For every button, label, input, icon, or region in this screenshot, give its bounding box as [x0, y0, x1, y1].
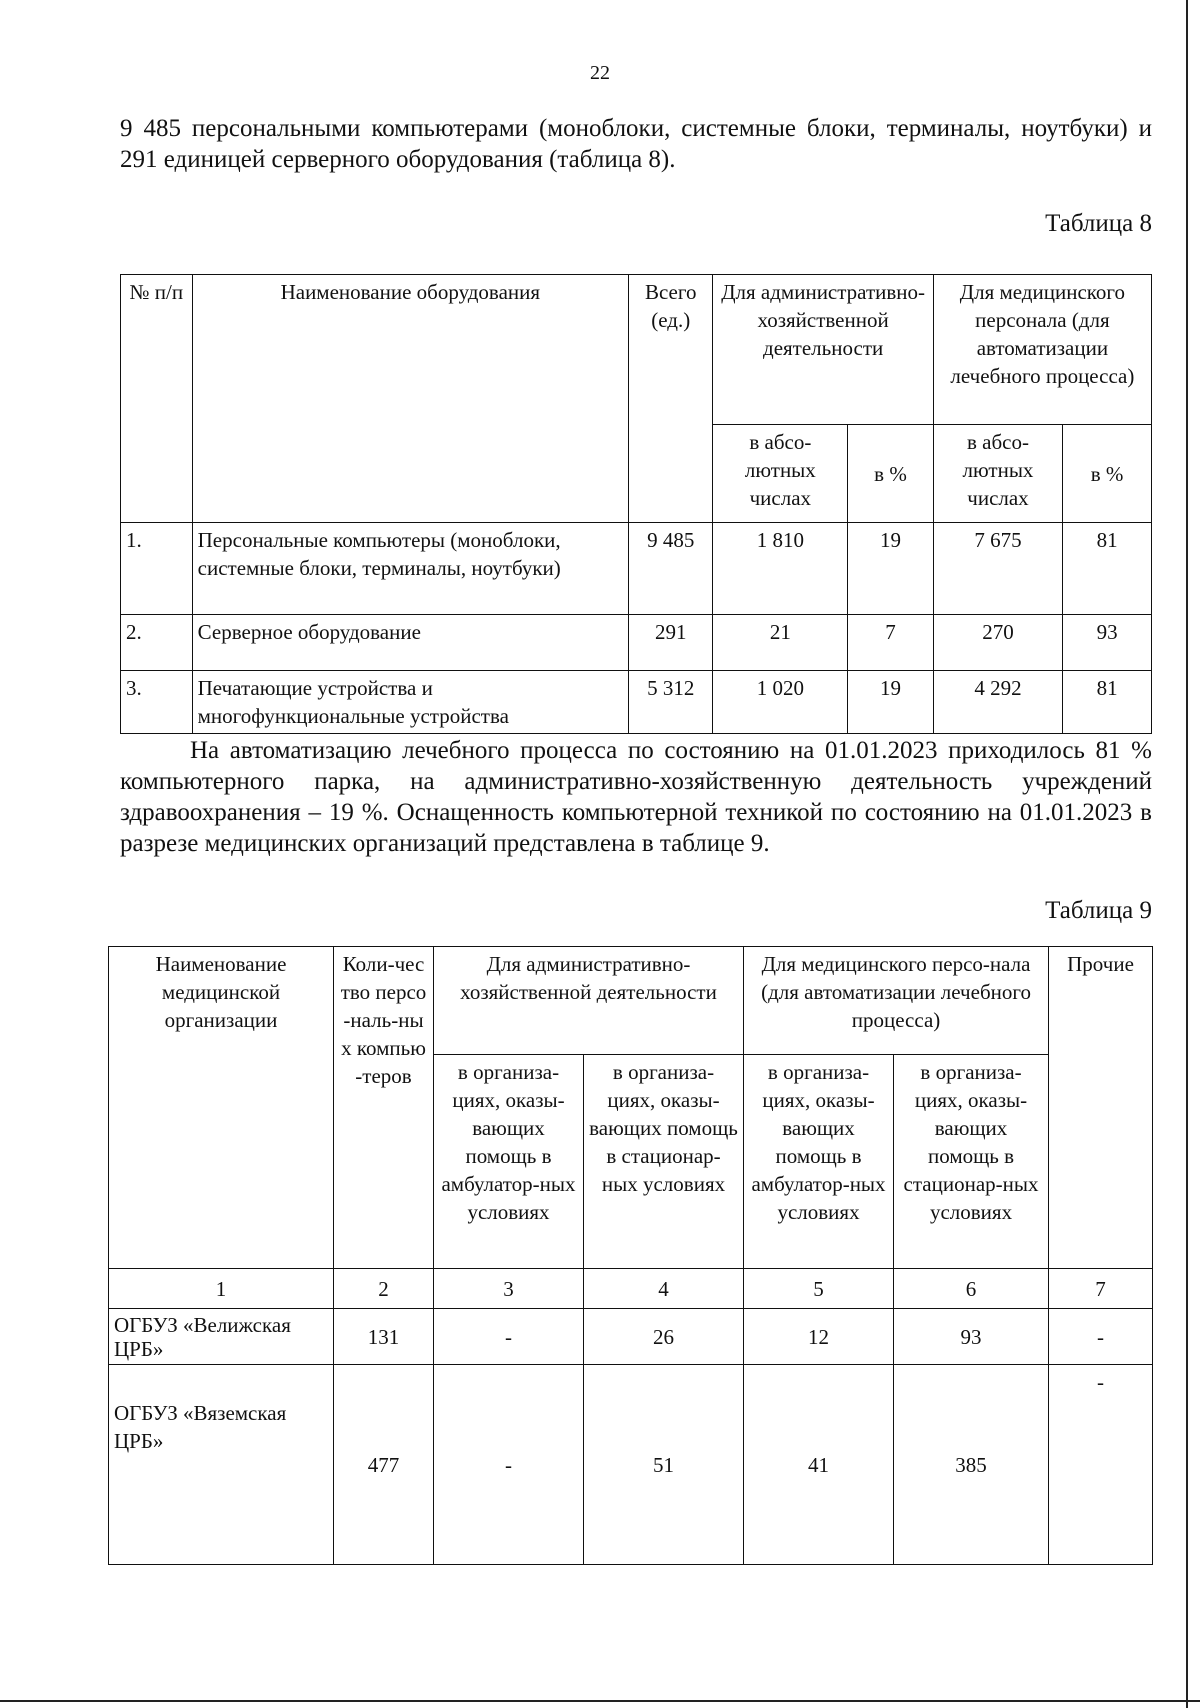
row-num: 3.	[121, 671, 193, 734]
row-count: 131	[334, 1309, 434, 1365]
row-org: ОГБУЗ «Вяземская ЦРБ»	[109, 1365, 334, 1565]
row-med-abs: 7 675	[933, 523, 1062, 615]
row-med-abs: 4 292	[933, 671, 1062, 734]
col-number: 5	[744, 1269, 894, 1309]
intro-paragraph: 9 485 персональными компьютерами (моноблоки, системные блоки, терминалы, ноутбуки) и 291 единицей серверного оборудования (таблица 8).	[120, 115, 1152, 173]
col-number: 7	[1049, 1269, 1153, 1309]
row-admin-abs: 1 810	[713, 523, 848, 615]
row-med-inpatient: 93	[894, 1309, 1049, 1365]
col-number: 6	[894, 1269, 1049, 1309]
equipment-table	[120, 274, 1152, 734]
row-count: 477	[334, 1365, 434, 1565]
header-admin: Для административно-хозяйственной деятельности	[434, 947, 744, 1055]
col-number: 2	[334, 1269, 434, 1309]
row-med-pct: 93	[1063, 615, 1152, 671]
row-med-inpatient: 385	[894, 1365, 1049, 1565]
row-admin-inpatient: 51	[584, 1365, 744, 1565]
table-9-caption: Таблица 9	[1045, 897, 1152, 924]
row-med-outpatient: 12	[744, 1309, 894, 1365]
header-admin: Для административно-хозяйственной деятельности	[713, 275, 933, 425]
header-total: Всего (ед.)	[628, 275, 712, 523]
row-admin-pct: 19	[848, 671, 934, 734]
header-medical: Для медицинского персо-нала (для автоматизации лечебного процесса)	[744, 947, 1049, 1055]
row-admin-abs: 21	[713, 615, 848, 671]
header-admin-inpatient: в организа-циях, оказы-вающих помощь в стационар-ных условиях	[584, 1055, 744, 1269]
row-num: 2.	[121, 615, 193, 671]
header-admin-outpatient: в организа-циях, оказы-вающих помощь в амбулатор-ных условиях	[434, 1055, 584, 1269]
row-admin-outpatient: -	[434, 1365, 584, 1565]
row-total: 9 485	[628, 523, 712, 615]
row-med-pct: 81	[1063, 523, 1152, 615]
header-med-outpatient: в организа-циях, оказы-вающих помощь в амбулатор-ных условиях	[744, 1055, 894, 1269]
header-admin-abs: в абсо-лютных числах	[713, 425, 848, 523]
row-name: Печатающие устройства и многофункциональные устройства	[192, 671, 628, 734]
row-admin-abs: 1 020	[713, 671, 848, 734]
row-name: Серверное оборудование	[192, 615, 628, 671]
header-num: № п/п	[121, 275, 193, 523]
row-other: -	[1049, 1365, 1153, 1565]
header-count: Коли-чество персо-наль-ных компью-теров	[334, 947, 434, 1269]
header-med-abs: в абсо-лютных числах	[933, 425, 1062, 523]
row-med-pct: 81	[1063, 671, 1152, 734]
col-number: 3	[434, 1269, 584, 1309]
column-number-row	[109, 1269, 1153, 1309]
header-medical: Для медицинского персонала (для автоматизации лечебного процесса)	[933, 275, 1151, 425]
col-number: 1	[109, 1269, 334, 1309]
header-org: Наименование медицинской организации	[109, 947, 334, 1269]
col-number: 4	[584, 1269, 744, 1309]
table-row	[121, 671, 1152, 734]
row-num: 1.	[121, 523, 193, 615]
header-admin-pct: в %	[848, 425, 934, 523]
row-admin-outpatient: -	[434, 1309, 584, 1365]
scan-edge-right	[1186, 0, 1188, 1708]
summary-paragraph: На автоматизацию лечебного процесса по состоянию на 01.01.2023 приходилось 81 % компьютерного парка, на административно-хозяйственную деятельность учреждений здравоохранения – 19 %. Оснащенность компьютерной техникой по состоянию на 01.01.2023 в разрезе медицинских организаций представлена в таблице 9.	[120, 737, 1152, 857]
scan-edge-bottom	[0, 1700, 1200, 1702]
row-admin-pct: 7	[848, 615, 934, 671]
page-number: 22	[590, 62, 610, 84]
table-row	[121, 615, 1152, 671]
table-row	[109, 1365, 1153, 1565]
table-row	[121, 523, 1152, 615]
row-med-outpatient: 41	[744, 1365, 894, 1565]
table-8-caption: Таблица 8	[1045, 210, 1152, 237]
row-name: Персональные компьютеры (моноблоки, системные блоки, терминалы, ноутбуки)	[192, 523, 628, 615]
row-total: 5 312	[628, 671, 712, 734]
header-name: Наименование оборудования	[192, 275, 628, 523]
row-admin-inpatient: 26	[584, 1309, 744, 1365]
row-org: ОГБУЗ «Велижская ЦРБ»	[109, 1309, 334, 1365]
row-other: -	[1049, 1309, 1153, 1365]
row-med-abs: 270	[933, 615, 1062, 671]
header-med-pct: в %	[1063, 425, 1152, 523]
row-total: 291	[628, 615, 712, 671]
header-med-inpatient: в организа-циях, оказы-вающих помощь в стационар-ных условиях	[894, 1055, 1049, 1269]
table-row	[109, 1309, 1153, 1365]
header-other: Прочие	[1049, 947, 1153, 1269]
organizations-table	[108, 946, 1153, 1565]
row-admin-pct: 19	[848, 523, 934, 615]
